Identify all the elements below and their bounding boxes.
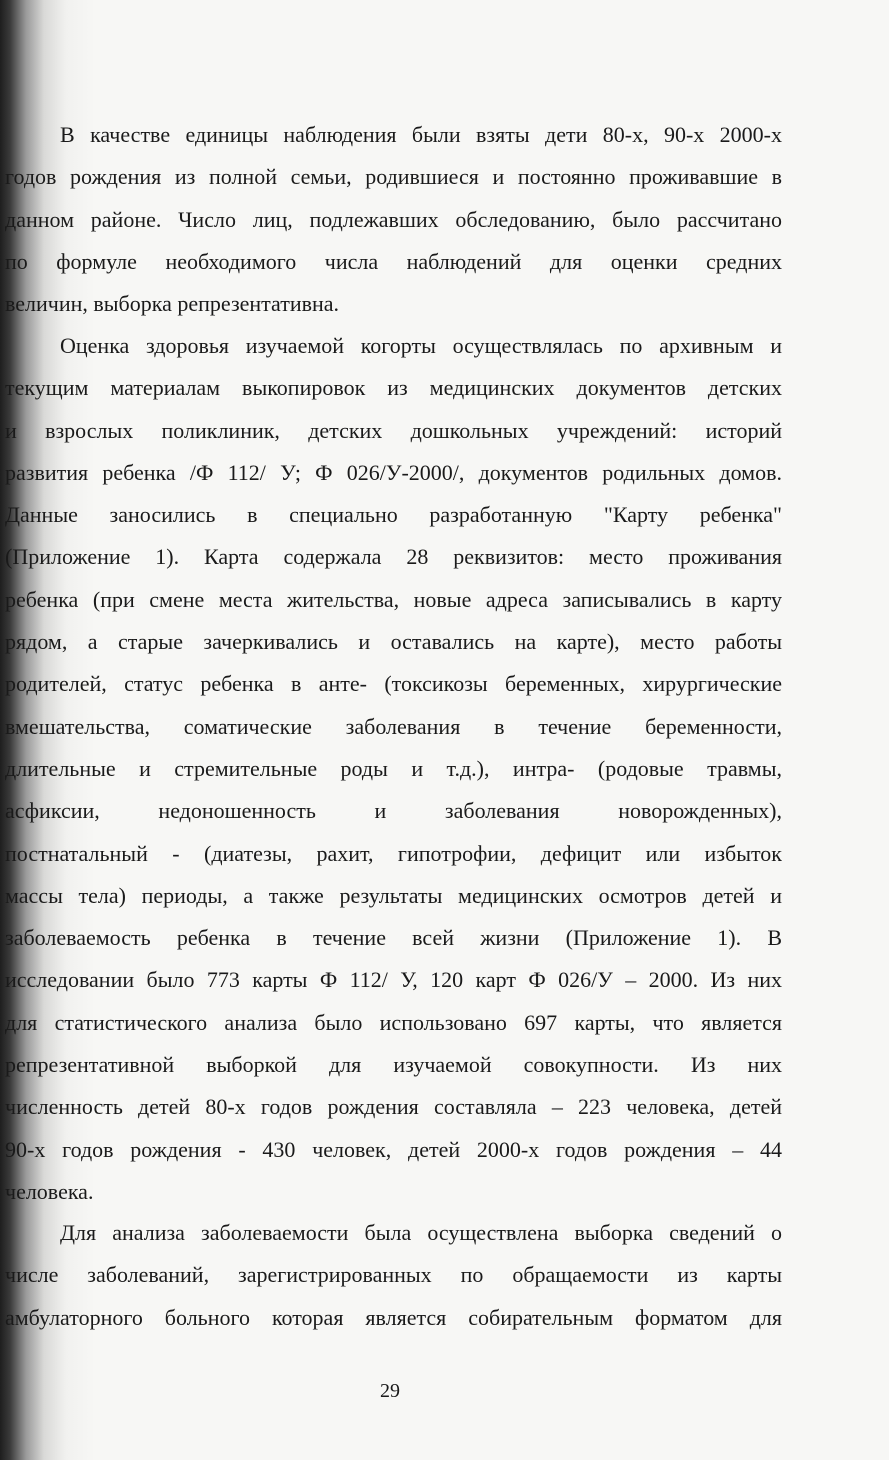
text-line: амбулаторного больного которая является собирательным форматом для (5, 1304, 782, 1330)
text-line: годов рождения из полной семьи, родившиеся и постоянно проживавшие в (5, 164, 782, 190)
text-line: родителей, статус ребенка в анте- (токсикозы беременных, хирургические (5, 671, 782, 697)
page-number: 29 (380, 1380, 400, 1402)
text-line: данном районе. Число лиц, подлежавших обследованию, было рассчитано (5, 206, 782, 232)
text-line: исследовании было 773 карты Ф 112/ У, 120 карт Ф 026/У – 2000. Из них (5, 967, 782, 993)
text-line: Оценка здоровья изучаемой когорты осуществлялась по архивным и (60, 333, 782, 358)
text-line: человека. (5, 1178, 94, 1204)
text-line: вмешательства, соматические заболевания в течение беременности, (5, 713, 782, 739)
text-line: и взрослых поликлиник, детских дошкольных учреждений: историй (5, 417, 782, 443)
text-line: постнатальный - (диатезы, рахит, гипотрофии, дефицит или избыток (5, 840, 782, 866)
text-line: 90-х годов рождения - 430 человек, детей 2000-х годов рождения – 44 (5, 1136, 782, 1162)
text-line: числе заболеваний, зарегистрированных по обращаемости из карты (5, 1262, 782, 1288)
text-line: массы тела) периоды, а также результаты медицинских осмотров детей и (5, 882, 782, 908)
text-line: текущим материалам выкопировок из медицинских документов детских (5, 375, 782, 401)
text-line: ребенка (при смене места жительства, новые адреса записывались в карту (5, 586, 782, 612)
paragraph-2 (5, 325, 782, 1213)
text-line: заболеваемость ребенка в течение всей жизни (Приложение 1). В (5, 925, 782, 951)
text-line: развития ребенка /Ф 112/ У; Ф 026/У-2000/, документов родильных домов. (5, 459, 782, 485)
text-line: рядом, а старые зачеркивались и оставались на карте), место работы (5, 629, 782, 655)
text-line: (Приложение 1). Карта содержала 28 реквизитов: место проживания (5, 544, 782, 570)
text-line: длительные и стремительные роды и т.д.), интра- (родовые травмы, (5, 755, 782, 781)
text-line: В качестве единицы наблюдения были взяты дети 80-х, 90-х 2000-х (60, 122, 782, 147)
text-line: асфиксии, недоношенность и заболевания новорожденных), (5, 798, 782, 824)
paragraph-3 (5, 1212, 782, 1339)
text-line: репрезентативной выборкой для изучаемой совокупности. Из них (5, 1052, 782, 1078)
text-line: Данные заносились в специально разработанную "Карту ребенка" (5, 502, 782, 528)
text-line: Для анализа заболеваемости была осуществлена выборка сведений о (60, 1220, 782, 1245)
text-line: величин, выборка репрезентативна. (5, 291, 340, 317)
text-line: по формуле необходимого числа наблюдений для оценки средних (5, 248, 782, 274)
paragraph-1 (5, 114, 782, 325)
text-line: численность детей 80-х годов рождения составляла – 223 человека, детей (5, 1094, 782, 1120)
text-line: для статистического анализа было использовано 697 карты, что является (5, 1009, 782, 1035)
